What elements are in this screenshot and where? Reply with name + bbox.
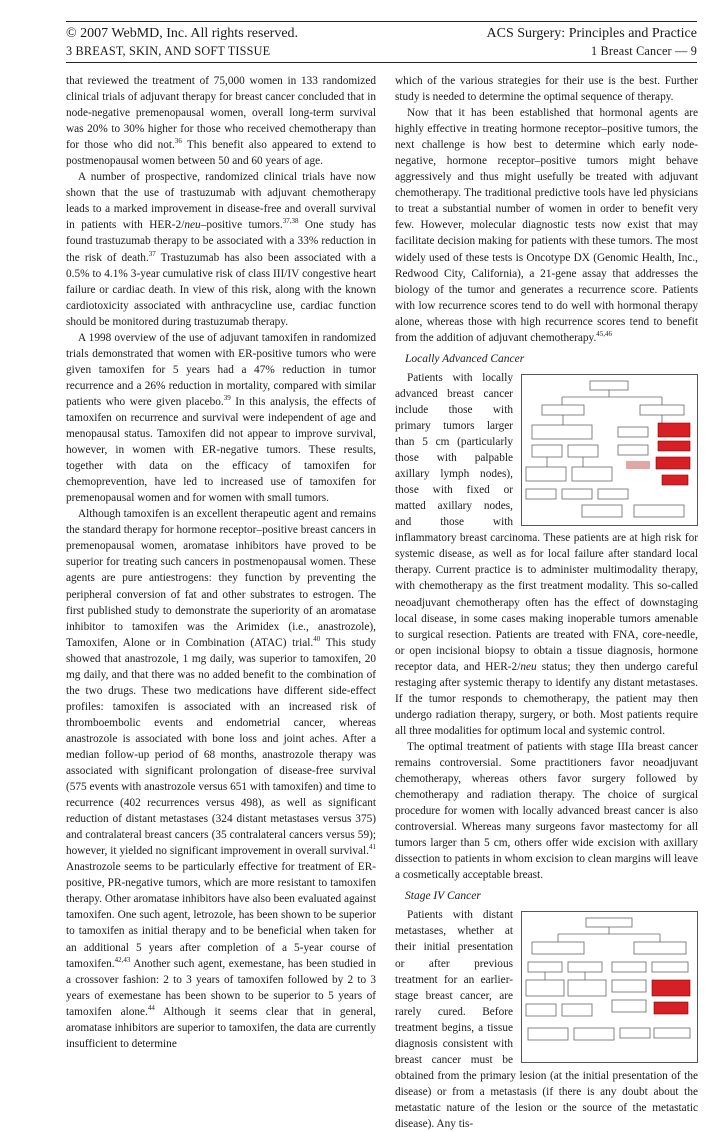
subheading-stage-iv: Stage IV Cancer — [405, 890, 481, 903]
citation: 37 — [148, 249, 156, 258]
right-column — [395, 73, 698, 1130]
book-title: ACS Surgery: Principles and Practice — [486, 26, 697, 41]
subheading-locally-advanced: Locally Advanced Cancer — [405, 352, 525, 365]
citation: 37,38 — [282, 217, 299, 226]
copyright-notice: © 2007 WebMD, Inc. All rights reserved. — [66, 26, 299, 41]
paragraph: The optimal treatment of patients with stage IIIa breast cancer remains controversial. Some practitioners favor neoadjuvant chemotherapy, whereas others favor surgery followed by chemotherapy and radiation therapy. The choice of surgical procedure for women with locally advanced breast cancer is also controversial. Whereas many surgeons favor mastectomy for all tumors larger than 5 cm, others offer wide excision with axillary dissection to patients in whom excision to clean margins will leave a cosmetically acceptable breast. — [395, 740, 698, 882]
left-column — [66, 73, 377, 1050]
flowchart-thumbnail-stage-iv — [521, 911, 698, 1063]
flowchart-thumbnail-locally-advanced — [521, 374, 698, 526]
flowchart-diagram — [522, 912, 697, 1062]
header-rule — [66, 62, 697, 63]
flowchart-diagram — [522, 375, 697, 525]
paragraph: Patients with locally advanced breast cancer include those with primary tumors larger than 5 cm (particularly those with palpable axillary lymph nodes), those with fixed or matted axillary nodes, and those with inflammatory breast carcinoma. These patients are at high risk for systemic disease, as well as for local failure after standard local therapy. Current practice is to administer multimodality therapy, with chemotherapy as the first treatment modality. This so-called neoadjuvant chemotherapy often has the effect of downstaging local disease, in some cases making inoperable tumors amenable to surgical resection. Patients are treated with FNA, core-needle, or open incisional biopsy to obtain a tissue diagnosis, hormone receptor data, and HER-2/neu status; they then undergo careful restaging after systemic therapy to identify any distant metastases. If the tumor responds to chemotherapy, the patient may then undergo radiation therapy, surgery, or both. Most patients require all three modalities for optimum local and systemic control. — [395, 371, 698, 737]
citation: 39 — [223, 394, 231, 403]
citation: 42,43 — [114, 955, 131, 964]
citation: 45,46 — [596, 329, 613, 338]
citation: 41 — [369, 843, 376, 852]
chapter-page-label: 1 Breast Cancer — 9 — [590, 44, 697, 58]
section-title: 3 BREAST, SKIN, AND SOFT TISSUE — [66, 44, 271, 58]
paragraph: A number of prospective, randomized clinical trials have now shown that the use of trastuzumab with adjuvant chemotherapy leads to a marked improvement in disease-free and overall survival in patients with HER-2/neu–positive tumors.$^{37,38}$ One study has found trastuzumab therapy to be associated with a 33% reduction in the risk of death.$^{37}$ Trastuzumab has also been associated with a 0.5% to 4.1% 3-year cumulative risk of class III/IV congestive heart failure or cardiac death. In view of this risk, along with the known cardiotoxicity associated with anthracycline use, cardiac function should be monitored during trastuzumab therapy. — [66, 171, 377, 328]
paragraph: A 1998 overview of the use of adjuvant tamoxifen in randomized trials demonstrated that women with ER-positive tumors who were given tamoxifen for 5 years had a 47% reduction in tumor recurrence and a 26% reduction in mortality, compared with similar patients who were given placebo.$^{39}$ In this analysis, the effects of tamoxifen on recurrence and survival were independent of age and menopausal status. Tamoxifen did not appear to improve survival, however, in women with ER-negative tumors. These results, together with data on the efficacy of tamoxifen for chemoprevention, have led to increased use of tamoxifen for premenopausal women and for women with small tumors. — [66, 331, 376, 505]
paragraph: that reviewed the treatment of 75,000 women in 133 randomized clinical trials of adjuvant therapy for breast cancer concluded that in node-negative premenopausal women, overall long-term survival was 20% to 30% higher for those who received chemotherapy than for those who did not.$^{36}$ This benefit also appeared to extend to postmenopausal women between 50 and 60 years of age. — [66, 75, 376, 168]
citation: 40 — [313, 634, 321, 643]
paragraph: Now that it has been established that hormonal agents are highly effective in treating hormone receptor–positive tumors, the next challenge is how best to determine which early node-negative, hormone receptor–positive tumors might behave aggressively and thus might usefully be treated with adjuvant chemotherapy. The traditional predictive tools have led physicians to treat a substantial number of women in order to benefit very few. However, molecular diagnostic tests now exist that may facilitate decision making for patients with these tumors. The most widely used of these tests is Oncotype DX (Genomic Health, Inc., Redwood City, California), a 21-gene assay that addresses the biology of the tumor and generates a recurrence score. Patients with low recurrence scores tend to do well with hormonal therapy alone, whereas those with high recurrence scores tend to benefit from the addition of adjuvant chemotherapy.$^{45,46}$ — [395, 107, 698, 344]
top-rule — [66, 21, 697, 22]
paragraph: Patients with distant metastases, whether at their initial presentation or after previous treatment for an earlier-stage breast cancer, are rarely cured. Before treatment begins, a tissue diagnosis consistent with breast cancer must be obtained from the primary lesion (at the initial presentation of the disease) or from a metastasis (if there is any doubt about the metastatic nature of the lesion or the source of the metastatic disease). Any tis- — [395, 909, 698, 1130]
paragraph: Although tamoxifen is an excellent therapeutic agent and remains the standard therapy for hormone receptor–positive breast cancers in premenopausal women, aromatase inhibitors have proved to be superior for treating such cancers in postmenopausal women. These agents are pure antiestrogens: they function by preventing the peripheral conversion of fat and other substrates to estrogen. The first published study to demonstrate the superiority of an aromatase inhibitor to tamoxifen was the Arimidex (i.e., anastrozole), Tamoxifen, Alone or in Combination (ATAC) trial.$^{40}$ This study showed that anastrozole, 1 mg daily, was superior to tamoxifen, 20 mg daily, and that there was no added benefit to the combination of the two drugs. These two medications have different side-effect profiles: tamoxifen is associated with an increased risk of thromboembolic events and endometrial cancer, whereas anastrozole is associated with bone loss and joint aches. After a median follow-up period of 68 months, anastrozole therapy was associated with significant prolongation of disease-free survival (575 events with anastrozole versus 651 with tamoxifen) and time to recurrence (402 recurrences versus 498), as well as significant reduction of distant metastases (324 distant metastases versus 375) and contralateral breast cancers (35 contralateral cancers versus 59); however, it yielded no significant improvement in overall survival.$^{41}$ Anastrozole seems to be particularly effective for treatment of ER-positive, PR-negative tumors, which are more resistant to tamoxifen therapy. Other aromatase inhibitors have also been evaluated against tamoxifen. One such agent, letrozole, has been shown to be superior to tamoxifen as initial therapy and to be beneficial when taken for an additional 5 years after completion of a 5-year course of tamoxifen.$^{42,43}$ Another such agent, exemestane, has been studied in a crossover fashion: 2 to 3 years of tamoxifen followed by 2 to 3 years of exemestane has been shown to be superior to 5 years of tamoxifen alone.$^{44}$ Although it seems clear that in general, aromatase inhibitors are superior to tamoxifen, the data are currently insufficient to determine — [66, 508, 376, 1050]
citation: 44 — [147, 1003, 155, 1012]
paragraph: which of the various strategies for their use is the best. Further study is needed to determine the optimal sequence of therapy. — [395, 75, 698, 104]
citation: 36 — [174, 137, 182, 146]
